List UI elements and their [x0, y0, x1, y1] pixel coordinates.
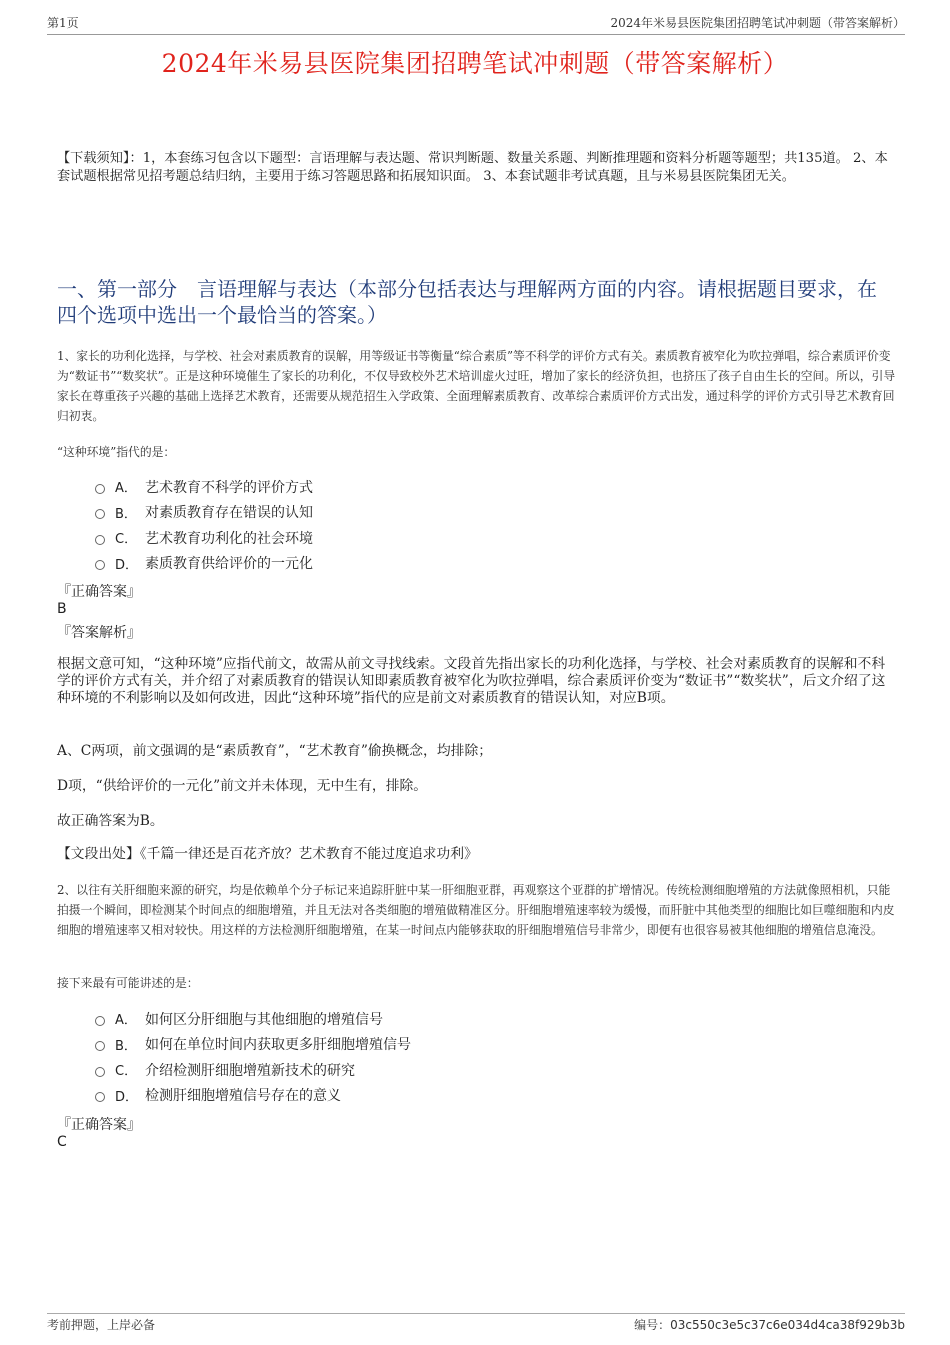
- page-title: 2024年米易县医院集团招聘笔试冲刺题（带答案解析）: [161, 49, 789, 78]
- question-2-option-c[interactable]: C． 介绍检测肝细胞增殖新技术的研究: [95, 1057, 411, 1083]
- question-1-analysis-label: 『答案解析』: [57, 625, 141, 641]
- question-1-conclusion: 故正确答案为B。: [57, 813, 164, 829]
- download-notice: 【下载须知】：1，本套练习包含以下题型：言语理解与表达题、常识判断题、数量关系题、判断推理题和资料分析题等题型；共135道。 2、本套试题根据常见招考题总结归纳，主要用于练习答题思路和拓展知识面。 3、本套试题非考试真题，且与米易县医院集团无关。: [57, 151, 888, 184]
- question-1-options: [95, 474, 313, 576]
- radio-icon[interactable]: [95, 560, 105, 570]
- radio-icon[interactable]: [95, 1092, 105, 1102]
- question-2-answer: C: [57, 1134, 67, 1150]
- radio-icon[interactable]: [95, 1067, 105, 1077]
- question-2-option-a[interactable]: A． 如何区分肝细胞与其他细胞的增殖信号: [95, 1006, 411, 1032]
- page-footer: [47, 1313, 905, 1333]
- question-2-option-d[interactable]: D． 检测肝细胞增殖信号存在的意义: [95, 1083, 411, 1109]
- page-number: 第1页: [47, 16, 79, 30]
- radio-icon[interactable]: [95, 509, 105, 519]
- question-1-prompt: “这种环境”指代的是：: [57, 445, 176, 459]
- question-1-option-c[interactable]: C． 艺术教育功利化的社会环境: [95, 525, 313, 551]
- question-1-analysis-ac: A、C两项，前文强调的是“素质教育”，“艺术教育”偷换概念，均排除；: [57, 743, 493, 759]
- question-2-option-b[interactable]: B． 如何在单位时间内获取更多肝细胞增殖信号: [95, 1032, 411, 1058]
- footer-id: 编号：03c550c3e5c37c6e034d4ca38f929b3b: [634, 1318, 905, 1332]
- question-1-option-b[interactable]: B． 对素质教育存在错误的认知: [95, 500, 313, 526]
- section-heading: 一、第一部分 言语理解与表达（本部分包括表达与理解两方面的内容。请根据题目要求，在四个选项中选出一个最恰当的答案。）: [57, 277, 877, 327]
- question-2-options: [95, 1006, 411, 1108]
- footer-slogan: 考前押题，上岸必备: [47, 1318, 156, 1332]
- question-2-prompt: 接下来最有可能讲述的是：: [57, 976, 199, 990]
- radio-icon[interactable]: [95, 484, 105, 494]
- radio-icon[interactable]: [95, 1041, 105, 1051]
- question-1-analysis-d: D项，“供给评价的一元化”前文并未体现，无中生有，排除。: [57, 778, 428, 794]
- question-1-answer: B: [57, 601, 67, 617]
- question-1-answer-label: 『正确答案』: [57, 584, 141, 600]
- question-1-stem: 1、家长的功利化选择，与学校、社会对素质教育的误解，用等级证书等衡量“综合素质”等不科学的评价方式有关。素质教育被窄化为吹拉弹唱，综合素质评价变为“数证书”“数奖状”。正是这种环境催生了家长的功利化，不仅导致校外艺术培训虚火过旺，增加了家长的经济负担，也挤压了孩子自由生长的空间。所以，引导家长在尊重孩子兴趣的基础上选择艺术教育，还需要从规范招生入学政策、全面理解素质教育、改革综合素质评价方式出发，通过科学的评价方式引导艺术教育回归初衷。: [57, 349, 896, 423]
- question-1-source: 【文段出处】《千篇一律还是百花齐放？艺术教育不能过度追求功利》: [57, 846, 478, 862]
- radio-icon[interactable]: [95, 535, 105, 545]
- page-header: [47, 14, 905, 35]
- question-1-option-d[interactable]: D． 素质教育供给评价的一元化: [95, 551, 313, 577]
- question-2-stem: 2、以往有关肝细胞来源的研究，均是依赖单个分子标记来追踪肝脏中某一肝细胞亚群，再观察这个亚群的扩增情况。传统检测细胞增殖的方法就像照相机，只能拍摄一个瞬间，即检测某个时间点的细胞增殖，并且无法对各类细胞的增殖做精准区分。肝细胞增殖速率较为缓慢，而肝脏中其他类型的细胞比如巨噬细胞和内皮细胞的增殖速率又相对较快。用这样的方法检测肝细胞增殖，在某一时间点内能够获取的肝细胞增殖信号非常少，即便有也很容易被其他细胞的增殖信息淹没。: [57, 883, 895, 937]
- question-1-option-a[interactable]: A． 艺术教育不科学的评价方式: [95, 474, 313, 500]
- question-1-analysis-main: 根据文意可知，“这种环境”应指代前文，故需从前文寻找线索。文段首先指出家长的功利化选择，与学校、社会对素质教育的误解和不科学的评价方式有关，并介绍了对素质教育的错误认知即素质教育被窄化为吹拉弹唱，综合素质评价变为“数证书”“数奖状”，后文介绍了这种环境的不利影响以及如何改进，因此“这种环境”指代的应是前文对素质教育的错误认知，对应B项。: [57, 656, 886, 706]
- header-doc-title: 2024年米易县医院集团招聘笔试冲刺题（带答案解析）: [610, 16, 905, 30]
- question-2-answer-label: 『正确答案』: [57, 1117, 141, 1133]
- radio-icon[interactable]: [95, 1016, 105, 1026]
